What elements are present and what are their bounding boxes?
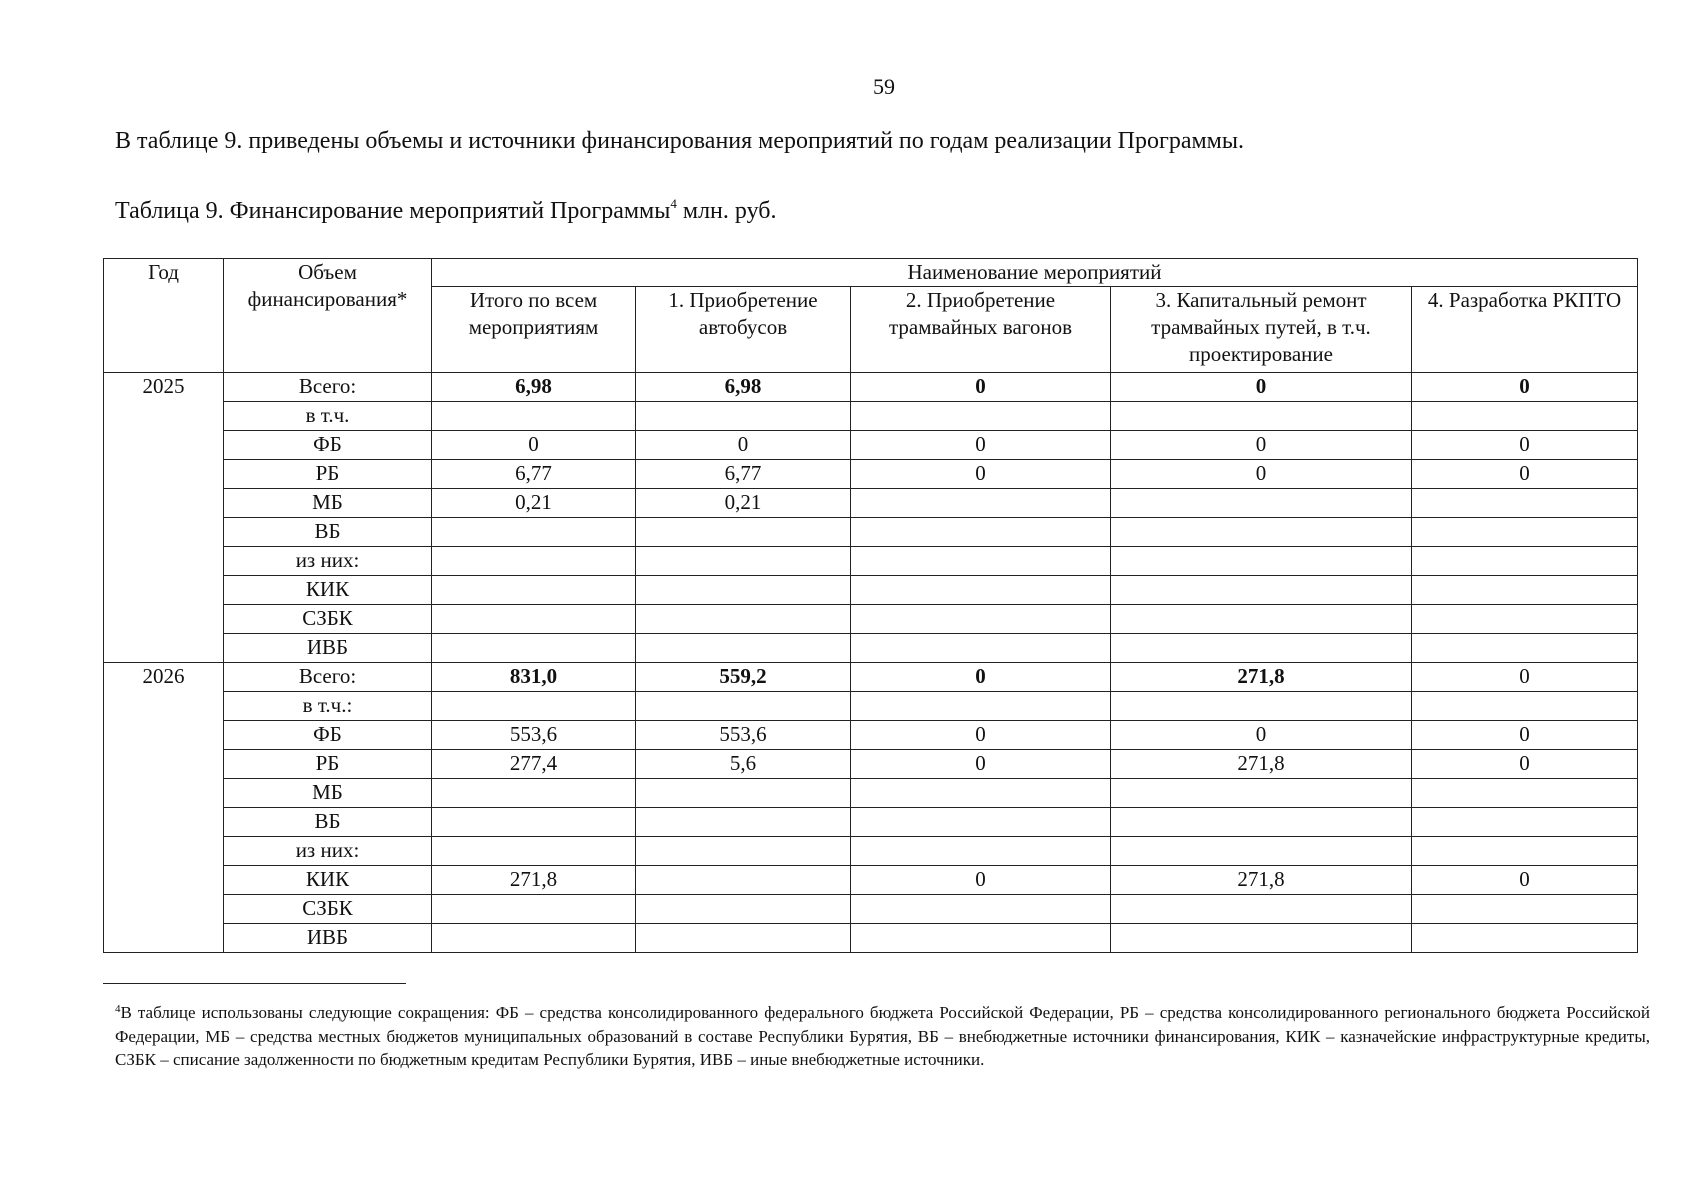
value-cell — [851, 634, 1111, 663]
table-row — [104, 431, 1638, 460]
value-cell — [432, 779, 636, 808]
row-label: ИВБ — [224, 924, 432, 953]
value-cell — [1111, 576, 1412, 605]
table-row — [104, 895, 1638, 924]
value-cell: 6,77 — [432, 460, 636, 489]
value-cell: 0 — [851, 866, 1111, 895]
value-cell — [1111, 605, 1412, 634]
table-row — [104, 866, 1638, 895]
value-cell — [1412, 895, 1638, 924]
row-label: ФБ — [224, 721, 432, 750]
value-cell — [636, 634, 851, 663]
table-caption-unit: млн. руб. — [676, 198, 777, 224]
row-label: в т.ч. — [224, 402, 432, 431]
table-row — [104, 924, 1638, 953]
row-label: КИК — [224, 576, 432, 605]
row-label: из них: — [224, 547, 432, 576]
value-cell: 271,8 — [1111, 866, 1412, 895]
table-row — [104, 779, 1638, 808]
value-cell: 0 — [1412, 866, 1638, 895]
table-row — [104, 721, 1638, 750]
header-column: 4. Разработка РКПТО — [1412, 287, 1638, 373]
value-cell: 559,2 — [636, 663, 851, 692]
table-row — [104, 460, 1638, 489]
value-cell: 6,77 — [636, 460, 851, 489]
value-cell — [1412, 547, 1638, 576]
value-cell — [1412, 605, 1638, 634]
year-cell: 2026 — [104, 663, 224, 953]
value-cell — [1111, 518, 1412, 547]
value-cell: 831,0 — [432, 663, 636, 692]
value-cell: 0 — [851, 750, 1111, 779]
value-cell — [851, 895, 1111, 924]
value-cell: 0 — [1111, 373, 1412, 402]
table-body — [104, 373, 1638, 953]
table-row — [104, 489, 1638, 518]
row-label: ВБ — [224, 518, 432, 547]
value-cell — [1412, 518, 1638, 547]
value-cell — [851, 402, 1111, 431]
table-row — [104, 576, 1638, 605]
value-cell — [1412, 808, 1638, 837]
value-cell — [636, 808, 851, 837]
row-label: Всего: — [224, 373, 432, 402]
value-cell: 6,98 — [636, 373, 851, 402]
year-cell: 2025 — [104, 373, 224, 663]
row-label: СЗБК — [224, 895, 432, 924]
row-label: РБ — [224, 750, 432, 779]
table-row — [104, 634, 1638, 663]
table-row — [104, 663, 1638, 692]
value-cell — [432, 808, 636, 837]
value-cell: 0 — [851, 373, 1111, 402]
value-cell — [1412, 402, 1638, 431]
value-cell: 0 — [851, 663, 1111, 692]
value-cell — [636, 692, 851, 721]
value-cell: 271,8 — [1111, 663, 1412, 692]
value-cell: 0 — [851, 721, 1111, 750]
value-cell: 271,8 — [1111, 750, 1412, 779]
row-label: МБ — [224, 779, 432, 808]
value-cell — [636, 605, 851, 634]
footnote-reference: 4 — [670, 196, 677, 211]
value-cell — [851, 924, 1111, 953]
value-cell — [432, 605, 636, 634]
value-cell: 0 — [851, 460, 1111, 489]
table-row — [104, 692, 1638, 721]
value-cell — [1111, 808, 1412, 837]
value-cell — [636, 547, 851, 576]
row-label: Всего: — [224, 663, 432, 692]
table-row — [104, 402, 1638, 431]
footnote-divider — [103, 983, 406, 984]
table-row — [104, 808, 1638, 837]
table-row — [104, 373, 1638, 402]
row-label: в т.ч.: — [224, 692, 432, 721]
value-cell — [636, 866, 851, 895]
value-cell: 553,6 — [432, 721, 636, 750]
value-cell — [636, 924, 851, 953]
table-caption — [115, 196, 776, 225]
value-cell: 0 — [1111, 721, 1412, 750]
footnote-marker: 4 — [115, 1003, 121, 1015]
table-caption-text: Таблица 9. Финансирование мероприятий Программы — [115, 198, 671, 224]
value-cell: 0 — [1412, 663, 1638, 692]
value-cell — [636, 576, 851, 605]
row-label: РБ — [224, 460, 432, 489]
value-cell — [851, 518, 1111, 547]
value-cell — [1111, 402, 1412, 431]
value-cell: 553,6 — [636, 721, 851, 750]
value-cell — [1412, 924, 1638, 953]
value-cell: 271,8 — [432, 866, 636, 895]
value-cell — [1111, 837, 1412, 866]
value-cell — [851, 605, 1111, 634]
value-cell: 0 — [1111, 431, 1412, 460]
value-cell — [851, 547, 1111, 576]
value-cell: 0 — [432, 431, 636, 460]
value-cell: 0,21 — [432, 489, 636, 518]
row-label: ФБ — [224, 431, 432, 460]
header-measures-group: Наименование мероприятий — [432, 259, 1638, 287]
value-cell — [1111, 692, 1412, 721]
value-cell: 0 — [1412, 431, 1638, 460]
value-cell — [432, 402, 636, 431]
value-cell — [1412, 692, 1638, 721]
value-cell: 5,6 — [636, 750, 851, 779]
header-column: Итого по всем мероприятиям — [432, 287, 636, 373]
value-cell — [1412, 489, 1638, 518]
header-volume: Объем финансирования* — [224, 259, 432, 373]
value-cell — [1111, 547, 1412, 576]
value-cell — [636, 837, 851, 866]
value-cell — [1412, 779, 1638, 808]
value-cell — [432, 895, 636, 924]
value-cell — [1412, 576, 1638, 605]
value-cell — [1111, 924, 1412, 953]
value-cell: 0 — [1412, 721, 1638, 750]
value-cell — [432, 924, 636, 953]
header-year: Год — [104, 259, 224, 373]
value-cell: 0 — [851, 431, 1111, 460]
value-cell — [636, 895, 851, 924]
row-label: МБ — [224, 489, 432, 518]
table-row — [104, 605, 1638, 634]
table-row — [104, 547, 1638, 576]
table-row — [104, 518, 1638, 547]
value-cell — [1111, 779, 1412, 808]
row-label: ИВБ — [224, 634, 432, 663]
value-cell: 6,98 — [432, 373, 636, 402]
value-cell — [432, 576, 636, 605]
page-number: 59 — [873, 74, 895, 99]
value-cell — [851, 576, 1111, 605]
row-label: из них: — [224, 837, 432, 866]
value-cell: 0,21 — [636, 489, 851, 518]
table-row — [104, 837, 1638, 866]
row-label: КИК — [224, 866, 432, 895]
row-label: ВБ — [224, 808, 432, 837]
footnote — [115, 998, 1650, 1072]
value-cell: 0 — [1412, 750, 1638, 779]
value-cell — [851, 837, 1111, 866]
value-cell — [432, 634, 636, 663]
value-cell — [1111, 489, 1412, 518]
value-cell: 0 — [1412, 373, 1638, 402]
value-cell: 0 — [1412, 460, 1638, 489]
financing-table — [103, 258, 1638, 953]
header-column: 1. Приобретение автобусов — [636, 287, 851, 373]
value-cell: 0 — [636, 431, 851, 460]
intro-paragraph: В таблице 9. приведены объемы и источники финансирования мероприятий по годам реализации Программы. — [115, 128, 1244, 154]
value-cell — [432, 837, 636, 866]
value-cell — [851, 779, 1111, 808]
value-cell — [432, 518, 636, 547]
value-cell — [851, 692, 1111, 721]
value-cell — [432, 692, 636, 721]
header-column: 2. Приобретение трамвайных вагонов — [851, 287, 1111, 373]
value-cell — [851, 489, 1111, 518]
value-cell — [636, 402, 851, 431]
value-cell — [1111, 634, 1412, 663]
row-label: СЗБК — [224, 605, 432, 634]
header-column: 3. Капитальный ремонт трамвайных путей, в т.ч. проектирование — [1111, 287, 1412, 373]
value-cell — [636, 779, 851, 808]
value-cell — [432, 547, 636, 576]
value-cell: 0 — [1111, 460, 1412, 489]
value-cell — [851, 808, 1111, 837]
value-cell: 277,4 — [432, 750, 636, 779]
value-cell — [1111, 895, 1412, 924]
table-row — [104, 750, 1638, 779]
value-cell — [636, 518, 851, 547]
footnote-text: В таблице использованы следующие сокращения: ФБ – средства консолидированного федерального бюджета Российской Федерации, РБ – средства консолидированного регионального бюджета Российской Федерации, МБ – средства местных бюджетов муниципальных образований в составе Республики Бурятия, ВБ – внебюджетные источники финансирования, КИК – казначейские инфраструктурные кредиты, СЗБК – списание задолженности по бюджетным кредитам Республики Бурятия, ИВБ – иные внебюджетные источники. — [115, 1003, 1650, 1069]
value-cell — [1412, 837, 1638, 866]
value-cell — [1412, 634, 1638, 663]
